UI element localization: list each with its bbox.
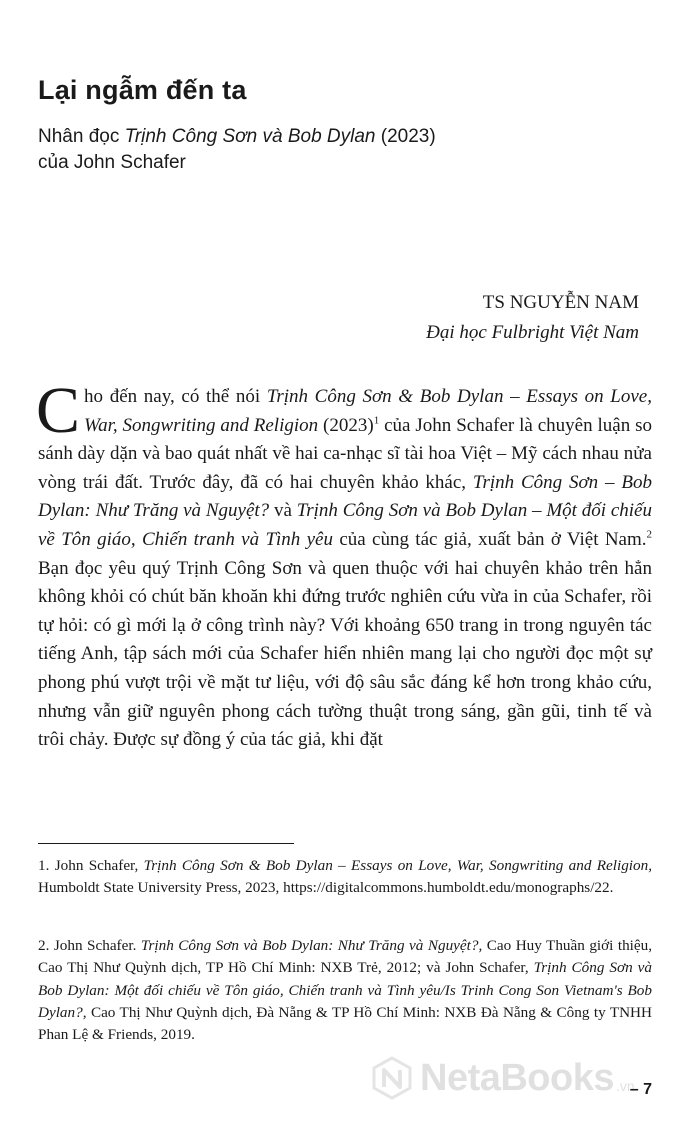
subtitle-year: (2023): [375, 126, 436, 147]
body-italic-book-2: Trịnh Công Sơn – Bob Dylan: Như Trăng và Nguyệt?: [38, 471, 652, 522]
body-text-2: (2023): [318, 414, 374, 436]
author-name: TS NGUYỄN NAM: [482, 292, 639, 313]
body-text-6: Bạn đọc yêu quý Trịnh Công Sơn và quen thuộc với hai chuyên khảo trên hẳn không khỏi có chút băn khoăn khi đứng trước nghiên cứu vừa in của Schafer, rồi tự hỏi: có gì mới lạ ở công trình này? Với khoảng 650 trang in trong nguyên tác tiếng Anh, tập sách mới của Schafer hiển nhiên mang lại cho người đọc một sự phong phú vượt trội về mặt tư liệu, với độ sâu sắc đáng kể hơn trong khảo cứu, nhưng vẫn giữ nguyên phong cách tường thuật trong sáng, gần gũi, tinh tế và trôi chảy. Được sự đồng ý của tác giả, khi đặt: [38, 557, 652, 751]
footnote-italic: Trịnh Công Sơn & Bob Dylan – Essays on Love, War, Songwriting and Religion,: [143, 857, 653, 874]
watermark-suffix: .vn: [616, 1078, 635, 1094]
footnote-text: Cao Thị Như Quỳnh dịch, Đà Nẵng & TP Hồ Chí Minh: NXB Đà Nẵng & Công ty TNHH Phan Lệ & Friends, 2019.: [38, 1003, 652, 1044]
footnote-text: Cao Huy Thuần giới thiệu, Cao Thị Như Quỳnh dịch, TP Hồ Chí Minh: NXB Trẻ, 2012; và John Schafer,: [38, 937, 653, 977]
footnote-italic: Trịnh Công Sơn và Bob Dylan: Một đối chiếu về Tôn giáo, Chiến tranh và Tình yêu/Is Trinh Cong Son Vietnam's Bob Dylan?,: [38, 959, 652, 1021]
chapter-subtitle: [38, 124, 598, 176]
footnote-text: John Schafer.: [53, 937, 141, 954]
body-text-4: và: [269, 500, 297, 522]
body-text-5: của cùng tác giả, xuất bản ở Việt Nam.: [333, 528, 647, 550]
page-number: – 7: [629, 1081, 652, 1098]
footnote-ref-1[interactable]: 1: [373, 414, 380, 427]
footnote-divider: [38, 843, 294, 844]
footnote-2: [38, 935, 652, 1046]
body-text-1: ho đến nay, có thể nói: [84, 386, 267, 407]
chapter-title: Lại ngẫm đến ta: [38, 75, 247, 105]
author-block: [426, 288, 639, 348]
subtitle-text: Nhân đọc: [38, 126, 125, 147]
footnote-text: John Schafer,: [54, 857, 144, 874]
footnote-italic: Trịnh Công Sơn và Bob Dylan: Như Trăng và Nguyệt?,: [140, 937, 483, 954]
footnote-1: [38, 855, 652, 900]
body-italic-book-3: Trịnh Công Sơn và Bob Dylan – Một đối chiếu về Tôn giáo, Chiến tranh và Tình yêu: [38, 500, 652, 550]
footnote-ref-2[interactable]: 2: [646, 528, 652, 541]
n-logo-icon: [370, 1056, 414, 1100]
body-paragraph: [36, 374, 653, 755]
watermark: [370, 1056, 635, 1100]
body-italic-book-1: Trịnh Công Sơn & Bob Dylan – Essays on Love, War, Songwriting and Religion: [84, 386, 652, 436]
subtitle-book-title: Trịnh Công Sơn và Bob Dylan: [124, 126, 376, 147]
subtitle-author: của John Schafer: [38, 152, 186, 173]
author-affiliation: Đại học Fulbright Việt Nam: [426, 322, 639, 343]
watermark-brand: NetaBooks: [420, 1056, 614, 1099]
footnote-number: 1.: [38, 857, 55, 874]
drop-cap: C: [36, 374, 81, 447]
footnote-text: Humboldt State University Press, 2023, https://digitalcommons.humboldt.edu/monographs/22.: [38, 879, 614, 897]
body-text-3: của John Schafer là chuyên luận so sánh dày dặn và bao quát nhất về hai ca-nhạc sĩ tài hoa Việt – Mỹ cách nhau nửa vòng trái đất. Trước đây, đã có hai chuyên khảo khác,: [38, 414, 653, 493]
footnote-number: 2.: [38, 937, 54, 954]
